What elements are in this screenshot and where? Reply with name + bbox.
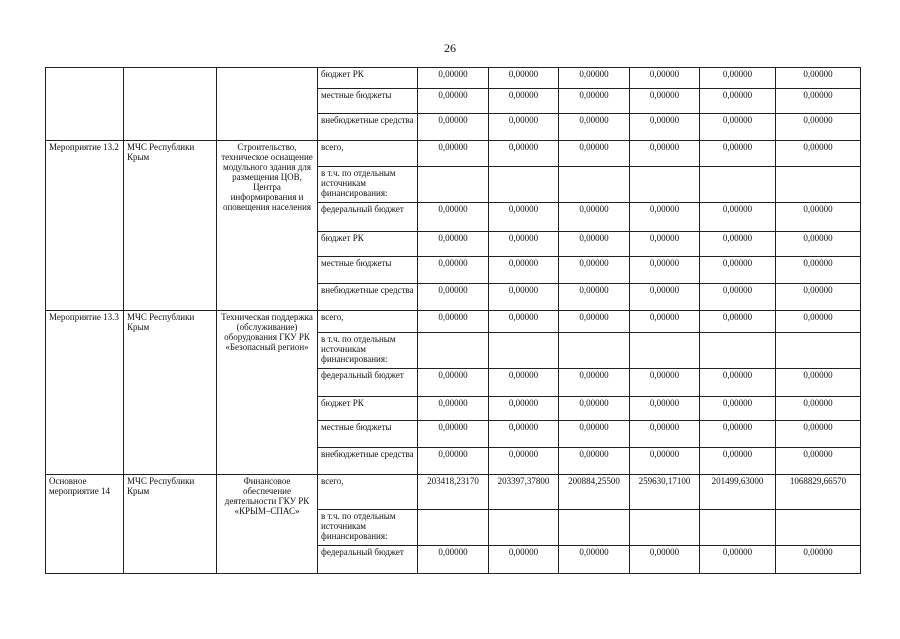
executor-cell: [124, 68, 217, 141]
value-cell: 0,00000: [630, 68, 700, 89]
value-cell: 0,00000: [559, 311, 630, 333]
value-cell: [700, 333, 776, 369]
funding-source-cell: в т.ч. по отдельным источникам финансирования:: [318, 167, 418, 203]
value-cell: 0,00000: [630, 311, 700, 333]
table-row: [46, 311, 861, 333]
value-cell: 0,00000: [700, 114, 776, 141]
page-number: 26: [444, 41, 456, 55]
value-cell: [489, 333, 559, 369]
value-cell: 0,00000: [418, 397, 489, 421]
value-cell: [630, 510, 700, 546]
funding-source-cell: федеральный бюджет: [318, 203, 418, 232]
value-cell: [489, 167, 559, 203]
budget-table: [45, 67, 861, 574]
value-cell: 0,00000: [559, 68, 630, 89]
value-cell: 0,00000: [700, 546, 776, 574]
value-cell: 0,00000: [489, 369, 559, 397]
value-cell: 0,00000: [418, 203, 489, 232]
table-row: [46, 141, 861, 167]
funding-source-cell: внебюджетные средства: [318, 114, 418, 141]
value-cell: 0,00000: [489, 448, 559, 475]
value-cell: 0,00000: [489, 141, 559, 167]
value-cell: 201499,63000: [700, 475, 776, 510]
value-cell: 0,00000: [630, 397, 700, 421]
value-cell: [776, 167, 861, 203]
value-cell: 0,00000: [418, 68, 489, 89]
value-cell: 0,00000: [700, 203, 776, 232]
budget-table-body: [46, 68, 861, 574]
value-cell: 0,00000: [700, 257, 776, 284]
value-cell: 0,00000: [418, 448, 489, 475]
value-cell: 0,00000: [776, 369, 861, 397]
value-cell: 0,00000: [776, 311, 861, 333]
funding-source-cell: всего,: [318, 311, 418, 333]
value-cell: 259630,17100: [630, 475, 700, 510]
value-cell: 0,00000: [700, 89, 776, 114]
activity-cell: Мероприятие 13.2: [46, 141, 124, 311]
value-cell: 0,00000: [630, 369, 700, 397]
value-cell: [630, 167, 700, 203]
value-cell: 0,00000: [489, 284, 559, 311]
funding-source-cell: бюджет РК: [318, 397, 418, 421]
value-cell: 0,00000: [418, 369, 489, 397]
value-cell: [559, 333, 630, 369]
value-cell: 0,00000: [559, 89, 630, 114]
value-cell: 0,00000: [700, 284, 776, 311]
value-cell: 203397,37800: [489, 475, 559, 510]
value-cell: 0,00000: [489, 114, 559, 141]
value-cell: 0,00000: [630, 141, 700, 167]
value-cell: 0,00000: [630, 114, 700, 141]
value-cell: 0,00000: [489, 232, 559, 257]
activity-cell: Мероприятие 13.3: [46, 311, 124, 475]
value-cell: 200884,25500: [559, 475, 630, 510]
value-cell: 0,00000: [418, 232, 489, 257]
value-cell: [559, 510, 630, 546]
value-cell: 0,00000: [700, 311, 776, 333]
value-cell: 0,00000: [559, 284, 630, 311]
value-cell: 0,00000: [559, 546, 630, 574]
value-cell: 0,00000: [418, 114, 489, 141]
value-cell: 0,00000: [776, 203, 861, 232]
value-cell: [630, 333, 700, 369]
value-cell: [418, 333, 489, 369]
value-cell: 0,00000: [630, 284, 700, 311]
value-cell: 0,00000: [776, 89, 861, 114]
funding-source-cell: внебюджетные средства: [318, 448, 418, 475]
value-cell: 0,00000: [776, 448, 861, 475]
funding-source-cell: бюджет РК: [318, 68, 418, 89]
value-cell: [489, 510, 559, 546]
value-cell: 0,00000: [700, 421, 776, 448]
value-cell: 0,00000: [418, 284, 489, 311]
value-cell: 0,00000: [559, 397, 630, 421]
funding-source-cell: федеральный бюджет: [318, 546, 418, 574]
executor-cell: МЧС Республики Крым: [124, 475, 217, 574]
description-cell: [217, 68, 318, 141]
value-cell: 0,00000: [559, 114, 630, 141]
table-row: [46, 475, 861, 510]
value-cell: 0,00000: [630, 421, 700, 448]
funding-source-cell: в т.ч. по отдельным источникам финансирования:: [318, 510, 418, 546]
value-cell: [776, 510, 861, 546]
value-cell: [418, 167, 489, 203]
value-cell: 0,00000: [630, 546, 700, 574]
description-cell: Техническая поддержка (обслуживание) оборудования ГКУ РК «Безопасный регион»: [217, 311, 318, 475]
value-cell: 0,00000: [776, 546, 861, 574]
value-cell: 0,00000: [776, 284, 861, 311]
value-cell: 0,00000: [559, 448, 630, 475]
value-cell: 0,00000: [418, 141, 489, 167]
value-cell: 0,00000: [776, 232, 861, 257]
value-cell: [418, 510, 489, 546]
value-cell: 0,00000: [630, 448, 700, 475]
value-cell: 0,00000: [700, 448, 776, 475]
description-cell: Строительство, техническое оснащение модульного здания для размещения ЦОВ, Центра информирования и оповещения населения: [217, 141, 318, 311]
value-cell: 0,00000: [418, 89, 489, 114]
value-cell: 0,00000: [418, 257, 489, 284]
value-cell: 0,00000: [418, 421, 489, 448]
executor-cell: МЧС Республики Крым: [124, 141, 217, 311]
funding-source-cell: местные бюджеты: [318, 421, 418, 448]
value-cell: 0,00000: [489, 421, 559, 448]
value-cell: 0,00000: [700, 141, 776, 167]
activity-cell: [46, 68, 124, 141]
value-cell: 0,00000: [776, 421, 861, 448]
value-cell: 0,00000: [776, 397, 861, 421]
value-cell: 0,00000: [630, 257, 700, 284]
funding-source-cell: в т.ч. по отдельным источникам финансирования:: [318, 333, 418, 369]
value-cell: 0,00000: [559, 203, 630, 232]
value-cell: 1068829,66570: [776, 475, 861, 510]
table-row: [46, 68, 861, 89]
value-cell: 0,00000: [418, 311, 489, 333]
funding-source-cell: всего,: [318, 141, 418, 167]
value-cell: 0,00000: [559, 421, 630, 448]
value-cell: [700, 510, 776, 546]
value-cell: 0,00000: [418, 546, 489, 574]
value-cell: 0,00000: [489, 203, 559, 232]
value-cell: 0,00000: [700, 397, 776, 421]
value-cell: 0,00000: [700, 369, 776, 397]
value-cell: 0,00000: [776, 141, 861, 167]
value-cell: [776, 333, 861, 369]
activity-cell: Основное мероприятие 14: [46, 475, 124, 574]
value-cell: 0,00000: [489, 397, 559, 421]
value-cell: 0,00000: [700, 232, 776, 257]
value-cell: 0,00000: [630, 232, 700, 257]
value-cell: [700, 167, 776, 203]
value-cell: 0,00000: [489, 546, 559, 574]
funding-source-cell: всего,: [318, 475, 418, 510]
value-cell: 0,00000: [776, 257, 861, 284]
funding-source-cell: федеральный бюджет: [318, 369, 418, 397]
funding-source-cell: бюджет РК: [318, 232, 418, 257]
funding-source-cell: местные бюджеты: [318, 89, 418, 114]
value-cell: 0,00000: [559, 141, 630, 167]
value-cell: 0,00000: [489, 257, 559, 284]
description-cell: Финансовое обеспечение деятельности ГКУ РК «КРЫМ–СПАС»: [217, 475, 318, 574]
value-cell: 0,00000: [559, 232, 630, 257]
funding-source-cell: местные бюджеты: [318, 257, 418, 284]
funding-source-cell: внебюджетные средства: [318, 284, 418, 311]
value-cell: 0,00000: [559, 369, 630, 397]
value-cell: 0,00000: [630, 89, 700, 114]
value-cell: 0,00000: [489, 311, 559, 333]
value-cell: 0,00000: [630, 203, 700, 232]
value-cell: 0,00000: [489, 89, 559, 114]
value-cell: 0,00000: [700, 68, 776, 89]
value-cell: 0,00000: [776, 114, 861, 141]
value-cell: 0,00000: [489, 68, 559, 89]
value-cell: 0,00000: [776, 68, 861, 89]
value-cell: 203418,23170: [418, 475, 489, 510]
executor-cell: МЧС Республики Крым: [124, 311, 217, 475]
value-cell: 0,00000: [559, 257, 630, 284]
value-cell: [559, 167, 630, 203]
